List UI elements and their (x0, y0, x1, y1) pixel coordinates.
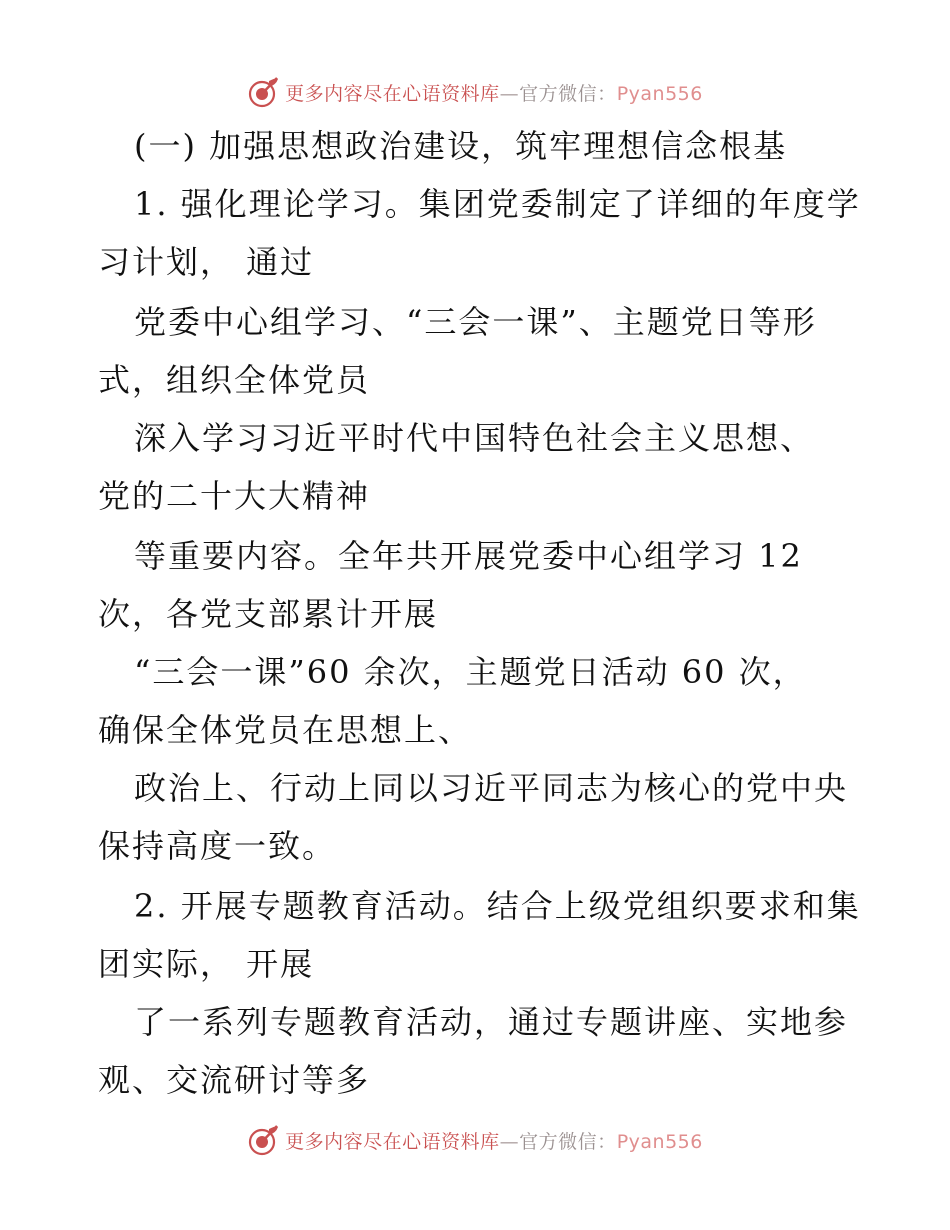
watermark-dash: — (499, 82, 520, 105)
paragraph-line: “三会一课”60 余次，主题党日活动 60 次， (134, 653, 807, 691)
paragraph-line: 式，组织全体党员 (98, 361, 371, 399)
paragraph-line: 2. 开展专题教育活动。结合上级党组织要求和集 (134, 887, 861, 925)
paragraph-line: 习计划， 通过 (98, 243, 315, 281)
paragraph-line: 党委中心组学习、“三会一课”、主题党日等形 (134, 303, 817, 341)
paragraph-line: 团实际， 开展 (98, 945, 315, 983)
paragraph-line: 政治上、行动上同以习近平同志为核心的党中央 (134, 769, 849, 807)
paragraph-line: 等重要内容。全年共开展党委中心组学习 12 (134, 537, 803, 575)
watermark-main: 更多内容尽在心语资料库 (285, 1130, 500, 1153)
feather-logo-icon (247, 1123, 281, 1157)
paragraph-line: 了一系列专题教育活动，通过专题讲座、实地参 (134, 1003, 849, 1041)
section-heading: (一) 加强思想政治建设，筑牢理想信念根基 (134, 127, 788, 165)
watermark-main: 更多内容尽在心语资料库 (285, 82, 500, 105)
paragraph-line: 深入学习习近平时代中国特色社会主义思想、 (134, 419, 815, 457)
paragraph-line: 1. 强化理论学习。集团党委制定了详细的年度学 (134, 185, 861, 223)
footer-watermark (0, 1120, 950, 1160)
watermark-dash: — (499, 1130, 520, 1153)
watermark-label: 官方微信： (519, 82, 617, 105)
paragraph-line: 党的二十大大精神 (98, 477, 371, 515)
watermark-label: 官方微信： (519, 1130, 617, 1153)
paragraph-line: 次，各党支部累计开展 (98, 595, 439, 633)
paragraph-line: 观、交流研讨等多 (98, 1061, 371, 1099)
watermark-account: Pyan556 (616, 1130, 703, 1153)
watermark-text (285, 1127, 703, 1154)
paragraph-line: 保持高度一致。 (98, 827, 337, 865)
watermark-account: Pyan556 (616, 82, 703, 105)
paragraph-line: 确保全体党员在思想上、 (98, 711, 473, 749)
